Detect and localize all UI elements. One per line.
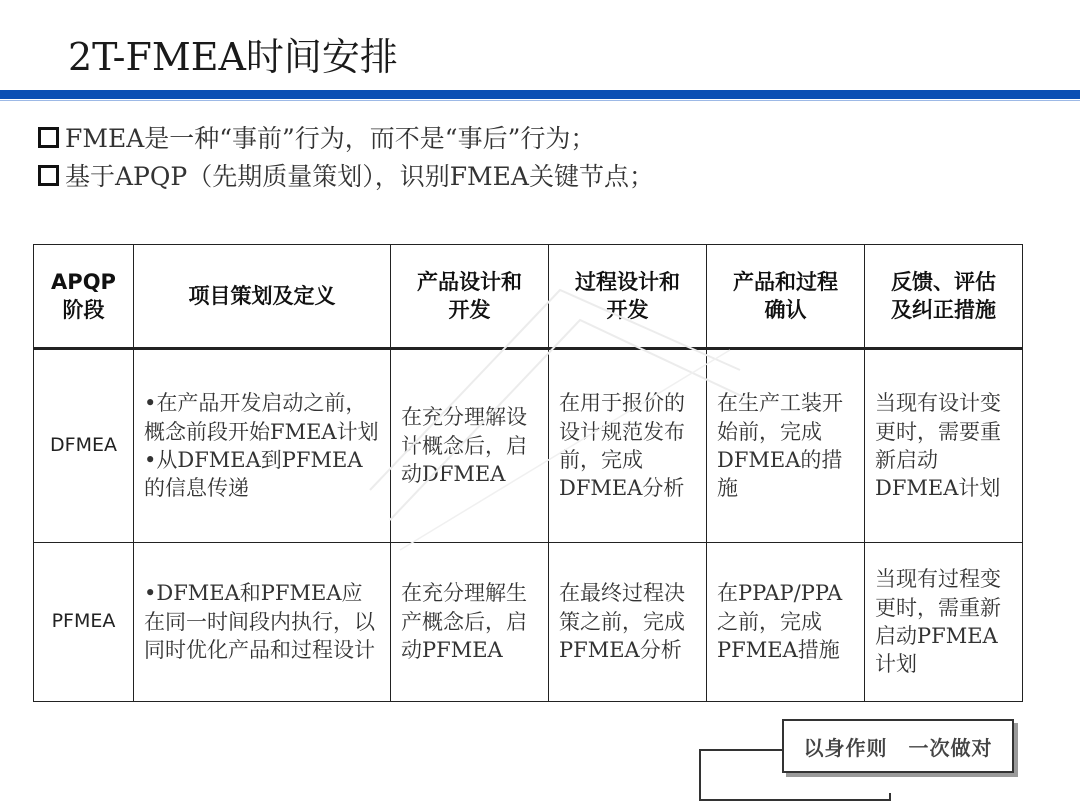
header-line: 产品和过程 bbox=[733, 269, 838, 294]
bullet-text: FMEA是一种“事前”行为，而不是“事后”行为； bbox=[65, 124, 596, 153]
table-row bbox=[34, 349, 1023, 543]
row-stage: PFMEA bbox=[34, 543, 134, 702]
cell-planning bbox=[134, 349, 391, 543]
fmea-timing-table bbox=[33, 244, 1023, 702]
cell-product-design: 在充分理解生产概念后，启动PFMEA bbox=[391, 543, 549, 702]
cell-process-design: 在用于报价的设计规范发布前，完成DFMEA分析 bbox=[549, 349, 707, 543]
header-line: 确认 bbox=[764, 298, 807, 322]
motto-badge: 以身作则 一次做对 bbox=[782, 719, 1014, 773]
title-underline-thin bbox=[0, 100, 1080, 101]
cell-text: DFMEA和PFMEA应在同一时间段内执行，以同时优化产品和过程设计 bbox=[144, 581, 375, 663]
title-underline bbox=[0, 90, 1080, 99]
cell-text: 从DFMEA到PFMEA的信息传递 bbox=[144, 448, 363, 501]
square-bullet-icon bbox=[38, 165, 59, 186]
header-line: 及纠正措施 bbox=[891, 298, 996, 322]
header-line: 反馈、评估 bbox=[891, 269, 996, 294]
header-line: 阶段 bbox=[62, 298, 105, 322]
cell-bullet bbox=[144, 389, 380, 446]
cell-process-design: 在最终过程决策之前，完成PFMEA分析 bbox=[549, 543, 707, 702]
bullet-list bbox=[38, 118, 654, 194]
header-product-design bbox=[391, 245, 549, 349]
header-apqp-stage bbox=[34, 245, 134, 349]
header-feedback bbox=[865, 245, 1023, 349]
header-line: 产品设计和 bbox=[417, 269, 522, 294]
table-header-row bbox=[34, 245, 1023, 349]
header-planning: 项目策划及定义 bbox=[134, 245, 391, 349]
header-line: APQP bbox=[51, 269, 116, 294]
cell-text: 在产品开发启动之前，概念前段开始FMEA计划 bbox=[144, 391, 379, 444]
cell-bullet bbox=[144, 579, 380, 664]
cell-feedback: 当现有设计变更时，需要重新启动DFMEA计划 bbox=[865, 349, 1023, 543]
bullet-text: 基于APQP（先期质量策划），识别FMEA关键节点； bbox=[65, 162, 654, 191]
header-line: 开发 bbox=[448, 298, 491, 322]
bullet-item bbox=[38, 156, 654, 194]
header-line: 过程设计和 bbox=[575, 269, 680, 294]
table-row bbox=[34, 543, 1023, 702]
slide-title: 2T-FMEA时间安排 bbox=[68, 35, 398, 79]
cell-product-design: 在充分理解设计概念后，启动DFMEA bbox=[391, 349, 549, 543]
row-stage: DFMEA bbox=[34, 349, 134, 543]
header-line: 开发 bbox=[606, 298, 649, 322]
cell-feedback: 当现有过程变更时，需重新启动PFMEA计划 bbox=[865, 543, 1023, 702]
header-process-design bbox=[549, 245, 707, 349]
bullet-item bbox=[38, 118, 654, 156]
cell-validation: 在PPAP/PPA之前，完成PFMEA措施 bbox=[707, 543, 865, 702]
cell-validation: 在生产工装开始前，完成DFMEA的措施 bbox=[707, 349, 865, 543]
cell-planning bbox=[134, 543, 391, 702]
header-validation bbox=[707, 245, 865, 349]
cell-bullet bbox=[144, 446, 380, 503]
square-bullet-icon bbox=[38, 127, 59, 148]
